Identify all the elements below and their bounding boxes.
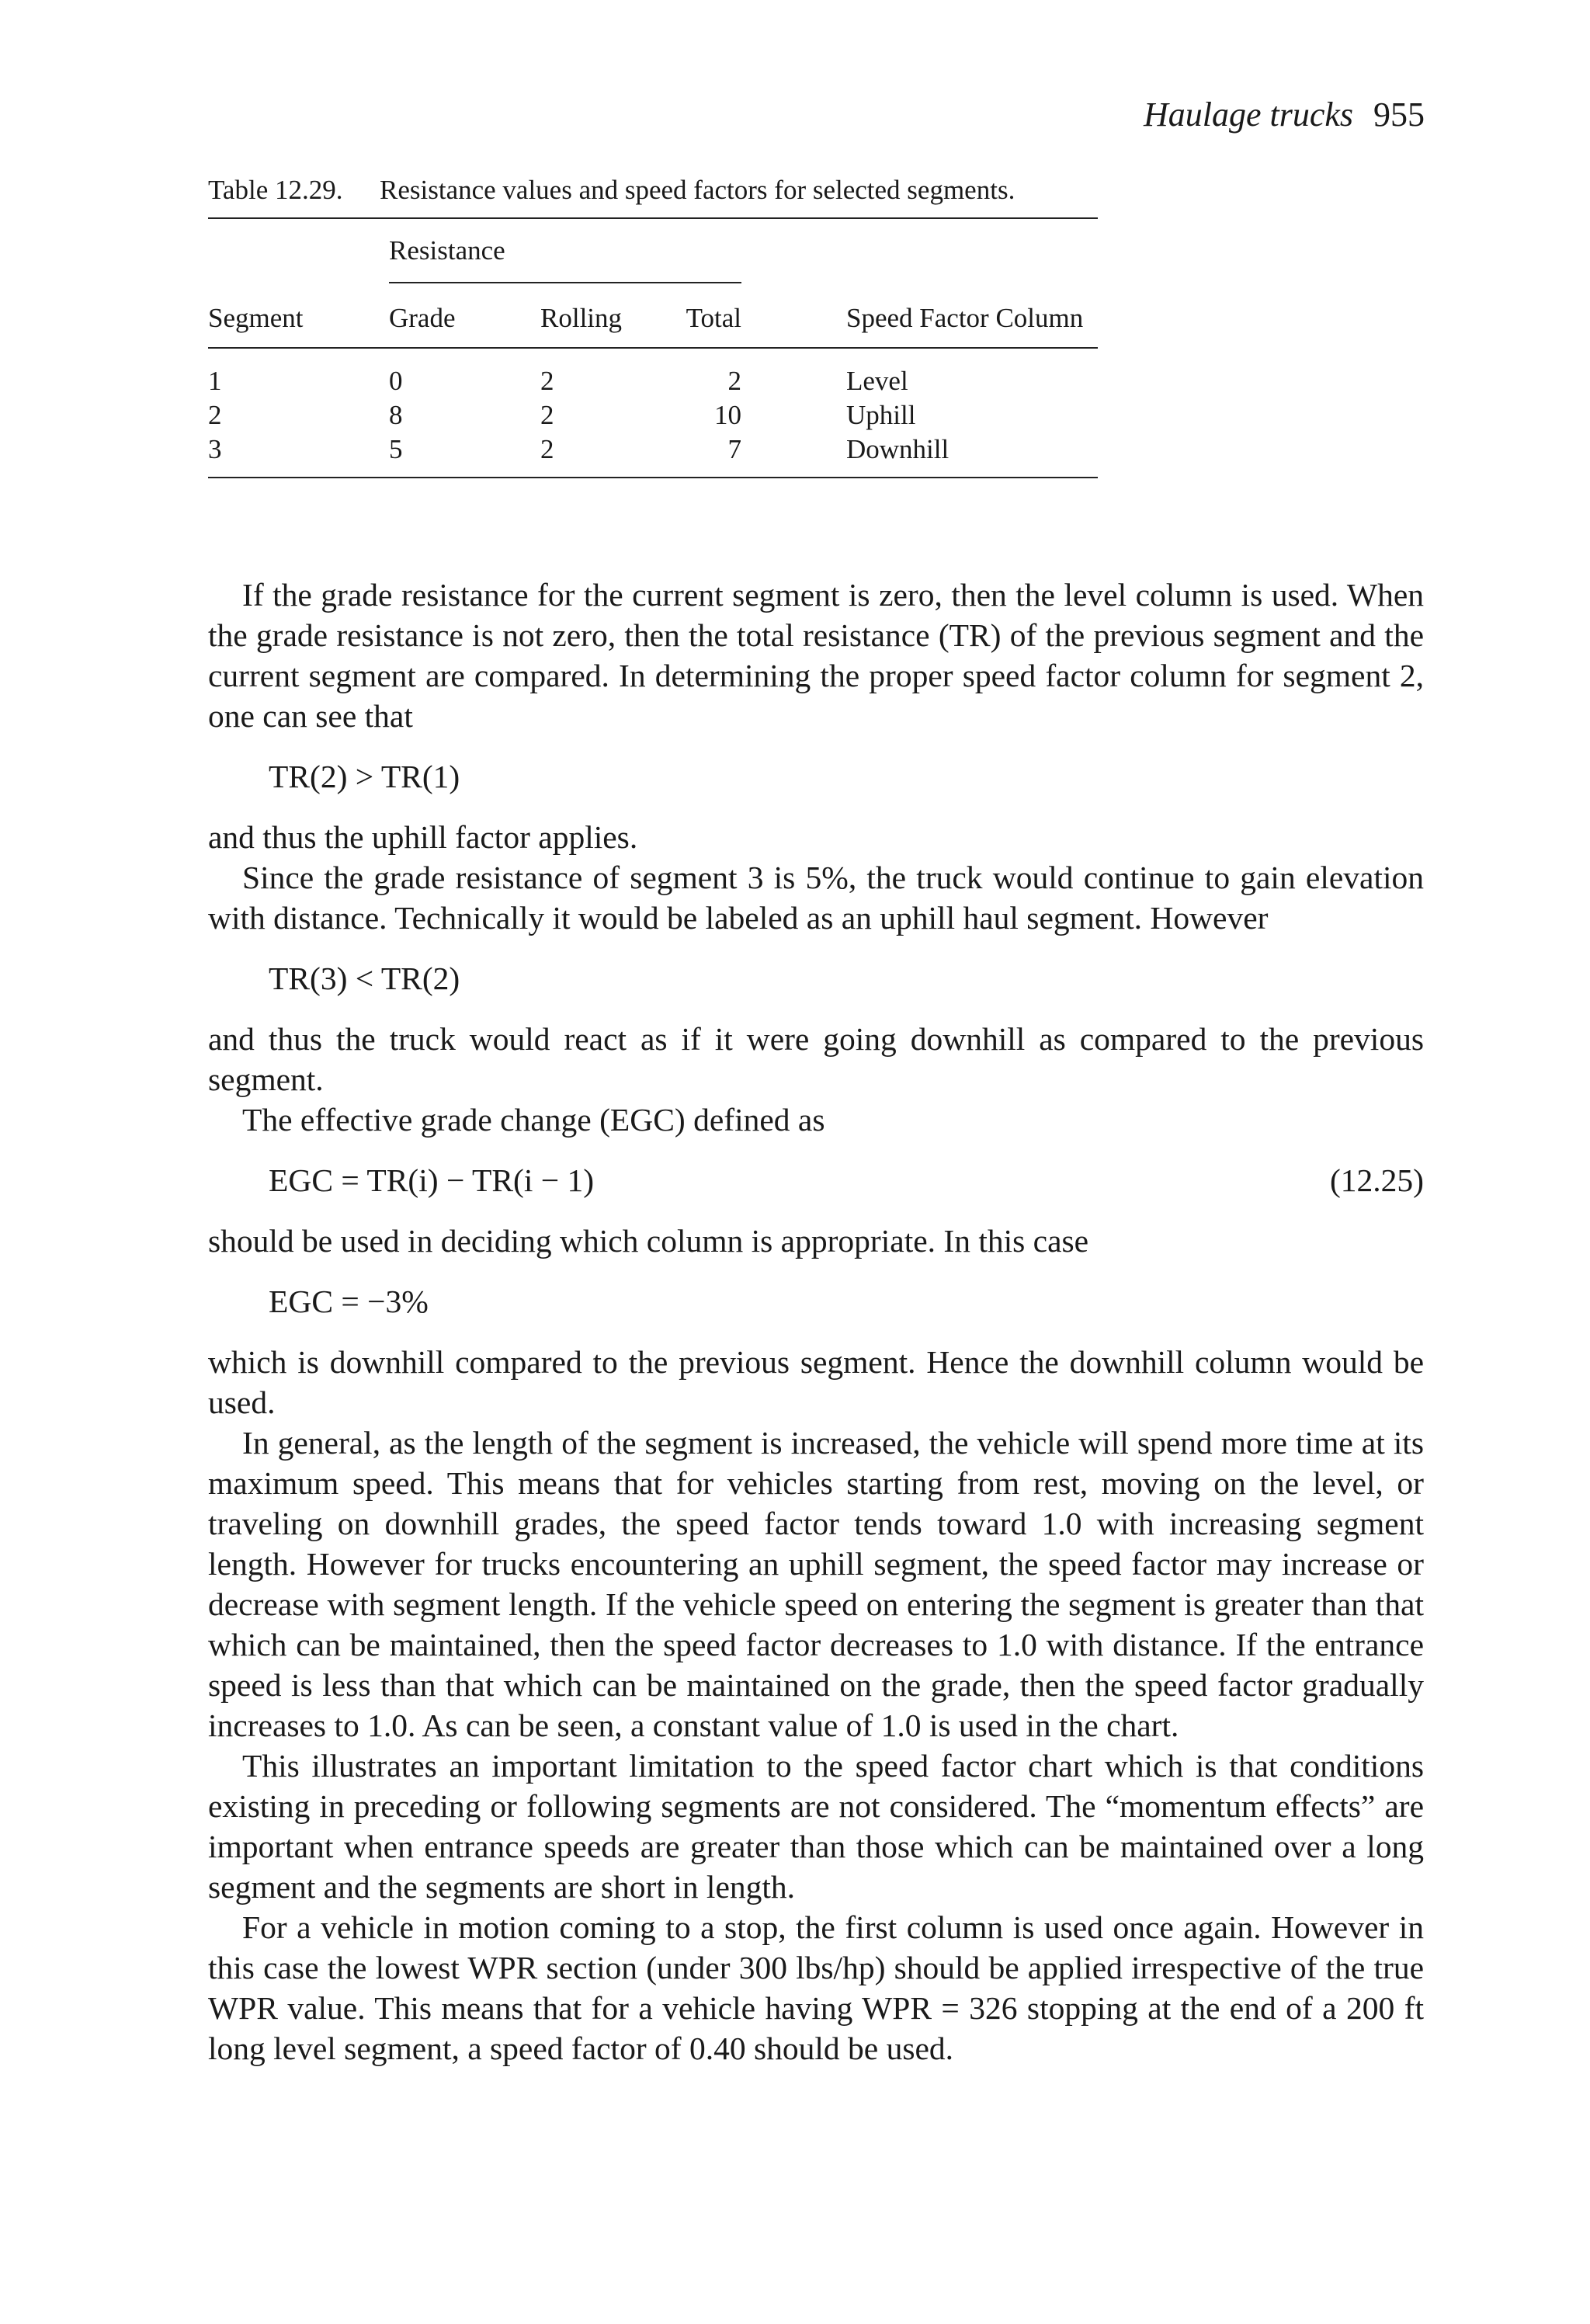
table-cell: 2: [540, 434, 554, 464]
equation-text: EGC = TR(i) − TR(i − 1): [269, 1162, 595, 1198]
table-top-rule: [208, 217, 1098, 219]
paragraph: This illustrates an important limitation to the speed factor chart which is that conditions existing in preceding or following segments are not considered. The “momentum effects” are important when entrance speeds are greater than those which can be maintained over a long segment and the segments are short in length.: [208, 1748, 1424, 1905]
paragraph: and thus the uphill factor applies.: [208, 819, 638, 855]
table-cell: 0: [389, 366, 403, 396]
table-cell: 10: [714, 400, 741, 430]
table-cell: 7: [727, 434, 741, 464]
table-cell: 8: [389, 400, 403, 430]
equation: [208, 1281, 1424, 1322]
table-group-header: Resistance: [389, 235, 505, 266]
equation-text: TR(3) < TR(2): [269, 961, 460, 996]
equation: [208, 958, 1424, 999]
table-bottom-rule: [208, 477, 1098, 478]
paragraph: Since the grade resistance of segment 3 is 5%, the truck would continue to gain elevation with distance. Technically it would be labeled as an uphill haul segment. However: [208, 860, 1424, 936]
table-cell: Downhill: [846, 434, 949, 464]
table-caption: [208, 171, 1098, 210]
equation: [208, 756, 1424, 797]
table-cell: Uphill: [846, 400, 916, 430]
column-header-speed-factor: Speed Factor Column: [846, 303, 1084, 333]
table-cell: Level: [846, 366, 908, 396]
column-header-grade: Grade: [389, 303, 456, 333]
paragraph: and thus the truck would react as if it were going downhill as compared to the previous segment.: [208, 1021, 1424, 1097]
table-caption-text: Resistance values and speed factors for selected segments.: [380, 175, 1015, 205]
table-cell: 1: [208, 366, 222, 396]
running-head: [1144, 92, 1425, 138]
paragraph: In general, as the length of the segment is increased, the vehicle will spend more time at its maximum speed. This means that for vehicles starting from rest, moving on the level, or traveling on downhill grades, the speed factor tends toward 1.0 with increasing segment length. However for trucks encountering an uphill segment, the speed factor may increase or decrease with segment length. If the vehicle speed on entering the segment is greater than that which can be maintained, then the speed factor decreases to 1.0 with distance. If the entrance speed is less than that which can be maintained on the grade, then the speed factor gradually increases to 1.0. As can be seen, a constant value of 1.0 is used in the chart.: [208, 1425, 1424, 1743]
table-block: [208, 171, 1098, 464]
table-cell: 2: [727, 366, 741, 396]
column-header-rolling: Rolling: [540, 303, 623, 333]
table-label: Table 12.29.: [208, 175, 343, 205]
table-cell: 2: [208, 400, 222, 430]
table-header-rule: [208, 347, 1098, 349]
group-header-rule: [389, 282, 741, 283]
equation-number: (12.25): [1329, 1162, 1424, 1198]
paragraph: If the grade resistance for the current segment is zero, then the level column is used. When the grade resistance is not zero, then the total resistance (TR) of the previous segment and the current segment are compared. In determining the proper speed factor column for segment 2, one can see that: [208, 577, 1424, 734]
column-header-segment: Segment: [208, 303, 304, 333]
table-cell: 2: [540, 366, 554, 396]
column-header-total: Total: [686, 303, 741, 333]
table-cell: 3: [208, 434, 222, 464]
running-head-title: Haulage trucks: [1143, 96, 1353, 134]
page-number: 955: [1373, 96, 1425, 134]
equation: [208, 1160, 1424, 1200]
equation-text: TR(2) > TR(1): [269, 759, 460, 794]
paragraph: For a vehicle in motion coming to a stop, the first column is used once again. However in this case the lowest WPR section (under 300 lbs/hp) should be applied irrespective of the true WPR value. This means that for a vehicle having WPR = 326 stopping at the end of a 200 ft long level segment, a speed factor of 0.40 should be used.: [208, 1909, 1424, 2066]
table-cell: 2: [540, 400, 554, 430]
body-text: [208, 575, 1424, 2069]
paragraph: which is downhill compared to the previous segment. Hence the downhill column would be used.: [208, 1344, 1424, 1420]
paragraph: should be used in deciding which column is appropriate. In this case: [208, 1223, 1089, 1259]
equation-text: EGC = −3%: [269, 1284, 429, 1319]
paragraph: The effective grade change (EGC) defined as: [242, 1102, 825, 1138]
table-cell: 5: [389, 434, 403, 464]
